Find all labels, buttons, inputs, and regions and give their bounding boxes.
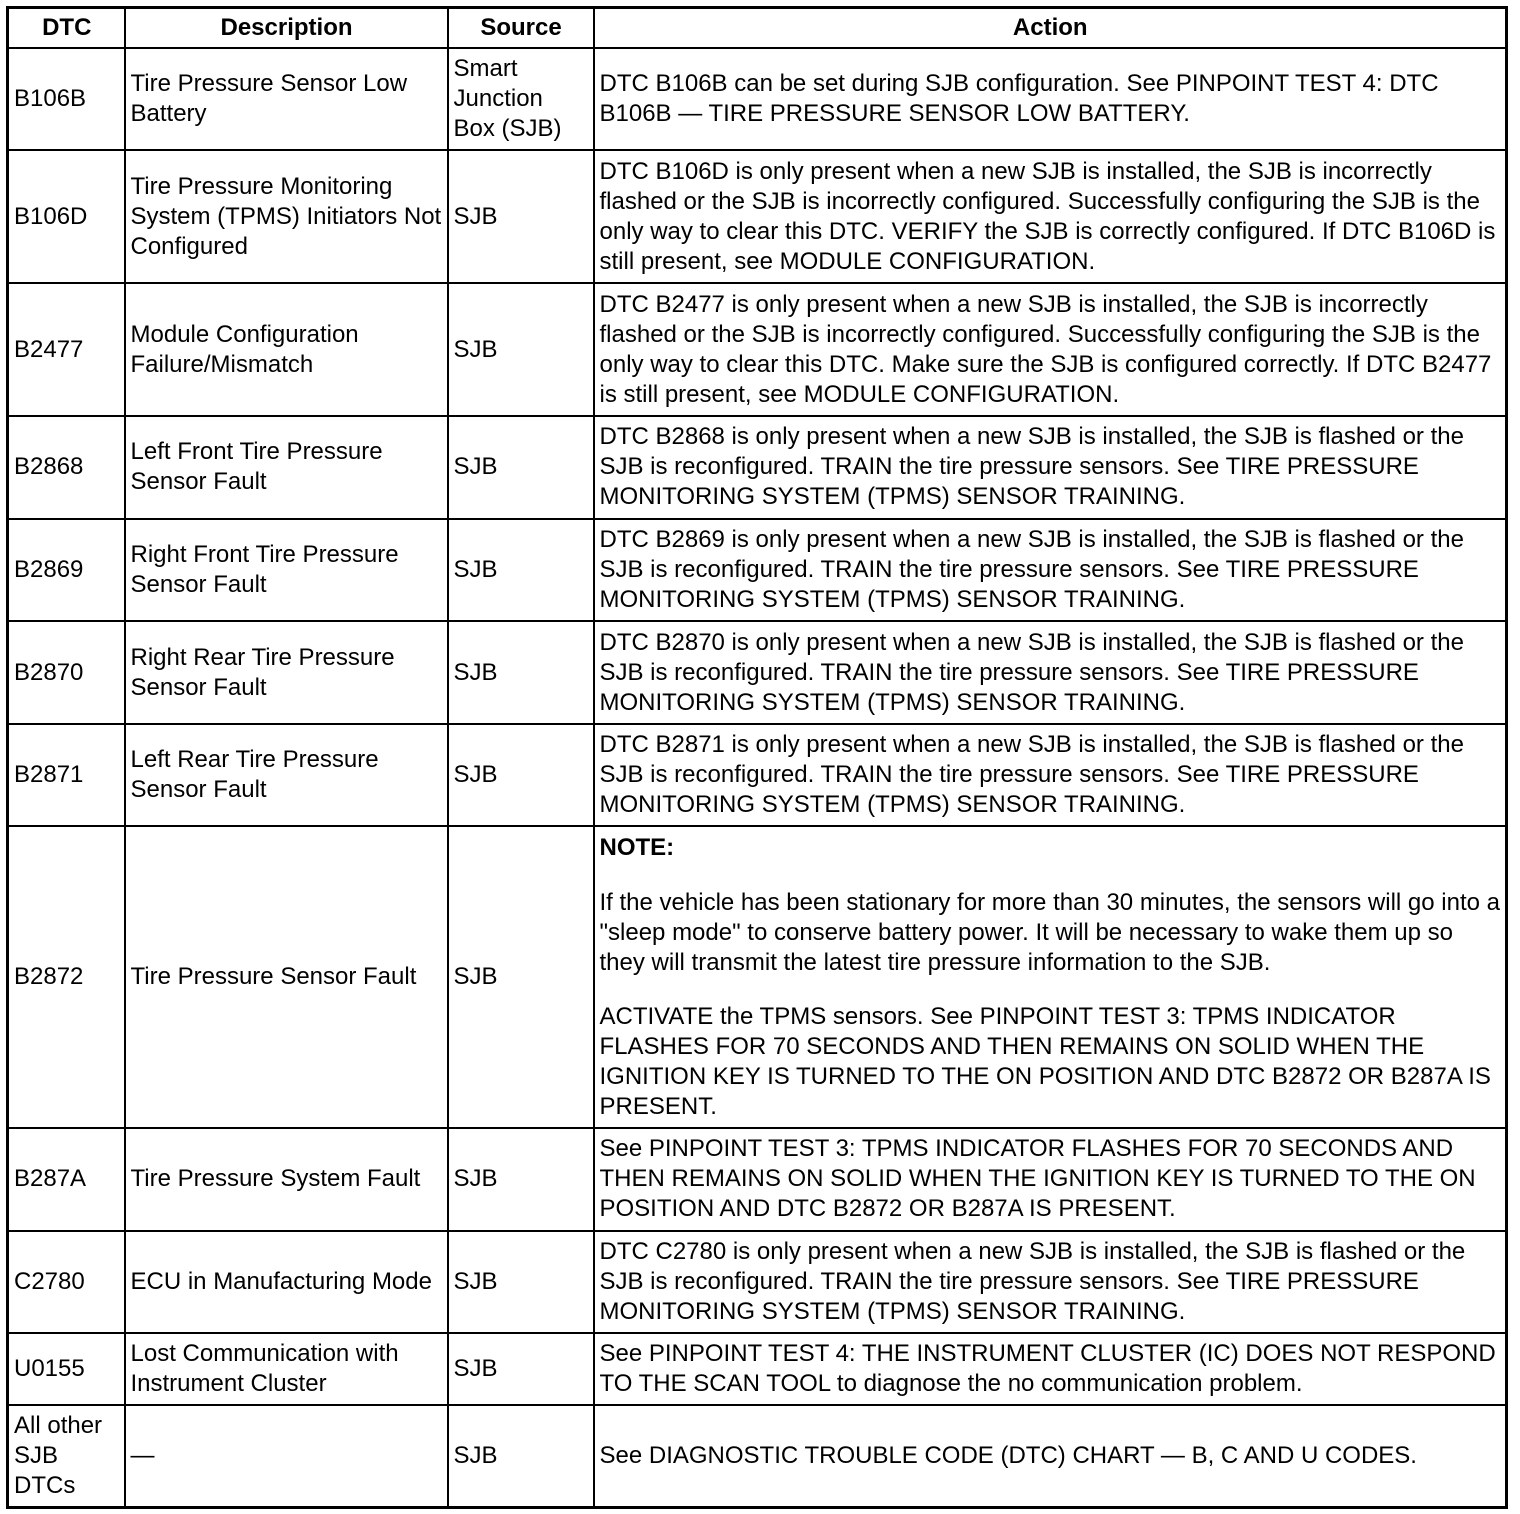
dtc-cell: B2870: [8, 621, 125, 724]
source-cell: SJB: [448, 724, 594, 826]
description-cell: Tire Pressure System Fault: [125, 1128, 448, 1231]
source-cell: SJB: [448, 519, 594, 621]
action-cell: DTC B2868 is only present when a new SJB is installed, the SJB is flashed or the SJB is reconfigured. TRAIN the tire pressure sensors. See TIRE PRESSURE MONITORING SYSTEM (TPMS) SENSOR TRAINING.: [594, 416, 1507, 519]
source-cell: SJB: [448, 416, 594, 519]
source-cell: SJB: [448, 621, 594, 724]
source-cell: SJB: [448, 1231, 594, 1333]
action-cell: See DIAGNOSTIC TROUBLE CODE (DTC) CHART — B, C AND U CODES.: [594, 1405, 1507, 1507]
header-action: Action: [594, 8, 1507, 49]
table-row: [8, 48, 1507, 150]
description-cell: ECU in Manufacturing Mode: [125, 1231, 448, 1333]
source-cell: SJB: [448, 1333, 594, 1405]
description-cell: Left Front Tire Pressure Sensor Fault: [125, 416, 448, 519]
action-cell: See PINPOINT TEST 3: TPMS INDICATOR FLASHES FOR 70 SECONDS AND THEN REMAINS ON SOLID WHEN THE IGNITION KEY IS TURNED TO THE ON POSITION AND DTC B2872 OR B287A IS PRESENT.: [594, 1128, 1507, 1231]
action-cell: DTC B2869 is only present when a new SJB is installed, the SJB is flashed or the SJB is reconfigured. TRAIN the tire pressure sensors. See TIRE PRESSURE MONITORING SYSTEM (TPMS) SENSOR TRAINING.: [594, 519, 1507, 621]
table-row: [8, 621, 1507, 724]
dtc-cell: B2477: [8, 283, 125, 415]
table-row: [8, 1128, 1507, 1231]
table-row: [8, 724, 1507, 826]
description-cell: Tire Pressure Monitoring System (TPMS) Initiators Not Configured: [125, 150, 448, 283]
source-cell: SJB: [448, 283, 594, 415]
header-description: Description: [125, 8, 448, 49]
table-row: [8, 1333, 1507, 1405]
action-cell: DTC B2870 is only present when a new SJB is installed, the SJB is flashed or the SJB is reconfigured. TRAIN the tire pressure sensors. See TIRE PRESSURE MONITORING SYSTEM (TPMS) SENSOR TRAINING.: [594, 621, 1507, 724]
header-dtc: DTC: [8, 8, 125, 49]
action-cell: DTC B106B can be set during SJB configuration. See PINPOINT TEST 4: DTC B106B — TIRE PRESSURE SENSOR LOW BATTERY.: [594, 48, 1507, 150]
description-cell: Tire Pressure Sensor Fault: [125, 826, 448, 1128]
dtc-cell: All other SJB DTCs: [8, 1405, 125, 1507]
action-cell: DTC B106D is only present when a new SJB is installed, the SJB is incorrectly flashed or the SJB is incorrectly configured. Successfully configuring the SJB is the only way to clear this DTC. VERIFY the SJB is correctly configured. If DTC B106D is still present, see MODULE CONFIGURATION.: [594, 150, 1507, 283]
header-source: Source: [448, 8, 594, 49]
dtc-cell: B2868: [8, 416, 125, 519]
description-cell: Right Front Tire Pressure Sensor Fault: [125, 519, 448, 621]
table-row: [8, 826, 1507, 1128]
action-cell: [594, 826, 1507, 1128]
source-cell: SJB: [448, 1128, 594, 1231]
header-row: [8, 8, 1507, 49]
description-cell: Lost Communication with Instrument Cluster: [125, 1333, 448, 1405]
source-cell: SJB: [448, 826, 594, 1128]
note-text: If the vehicle has been stationary for more than 30 minutes, the sensors will go into a "sleep mode" to conserve battery power. It will be necessary to wake them up so they will transmit the latest tire pressure information to the SJB.: [599, 888, 1500, 976]
description-cell: —: [125, 1405, 448, 1507]
action-cell: DTC B2477 is only present when a new SJB is installed, the SJB is incorrectly flashed or the SJB is incorrectly configured. Successfully configuring the SJB is the only way to clear this DTC. Make sure the SJB is configured correctly. If DTC B2477 is still present, see MODULE CONFIGURATION.: [594, 283, 1507, 415]
table-row: [8, 1231, 1507, 1333]
table-row: [8, 283, 1507, 415]
source-cell: SJB: [448, 150, 594, 283]
dtc-cell: U0155: [8, 1333, 125, 1405]
table-row: [8, 519, 1507, 621]
action-cell: DTC C2780 is only present when a new SJB is installed, the SJB is flashed or the SJB is reconfigured. TRAIN the tire pressure sensors. See TIRE PRESSURE MONITORING SYSTEM (TPMS) SENSOR TRAINING.: [594, 1231, 1507, 1333]
action-text: ACTIVATE the TPMS sensors. See PINPOINT TEST 3: TPMS INDICATOR FLASHES FOR 70 SECONDS AND THEN REMAINS ON SOLID WHEN THE IGNITION KEY IS TURNED TO THE ON POSITION AND DTC B2872 OR B287A IS PRESENT.: [599, 1002, 1491, 1120]
dtc-cell: B106B: [8, 48, 125, 150]
dtc-table: [6, 6, 1508, 1509]
table-row: [8, 416, 1507, 519]
description-cell: Left Rear Tire Pressure Sensor Fault: [125, 724, 448, 826]
dtc-cell: B106D: [8, 150, 125, 283]
dtc-cell: C2780: [8, 1231, 125, 1333]
description-cell: Right Rear Tire Pressure Sensor Fault: [125, 621, 448, 724]
action-cell: DTC B2871 is only present when a new SJB is installed, the SJB is flashed or the SJB is reconfigured. TRAIN the tire pressure sensors. See TIRE PRESSURE MONITORING SYSTEM (TPMS) SENSOR TRAINING.: [594, 724, 1507, 826]
source-cell: Smart Junction Box (SJB): [448, 48, 594, 150]
description-cell: Tire Pressure Sensor Low Battery: [125, 48, 448, 150]
dtc-cell: B2872: [8, 826, 125, 1128]
table-row: [8, 1405, 1507, 1507]
action-cell: See PINPOINT TEST 4: THE INSTRUMENT CLUSTER (IC) DOES NOT RESPOND TO THE SCAN TOOL to diagnose the no communication problem.: [594, 1333, 1507, 1405]
description-cell: Module Configuration Failure/Mismatch: [125, 283, 448, 415]
source-cell: SJB: [448, 1405, 594, 1507]
table-row: [8, 150, 1507, 283]
dtc-cell: B2871: [8, 724, 125, 826]
dtc-cell: B2869: [8, 519, 125, 621]
dtc-cell: B287A: [8, 1128, 125, 1231]
note-label: NOTE:: [599, 833, 675, 861]
